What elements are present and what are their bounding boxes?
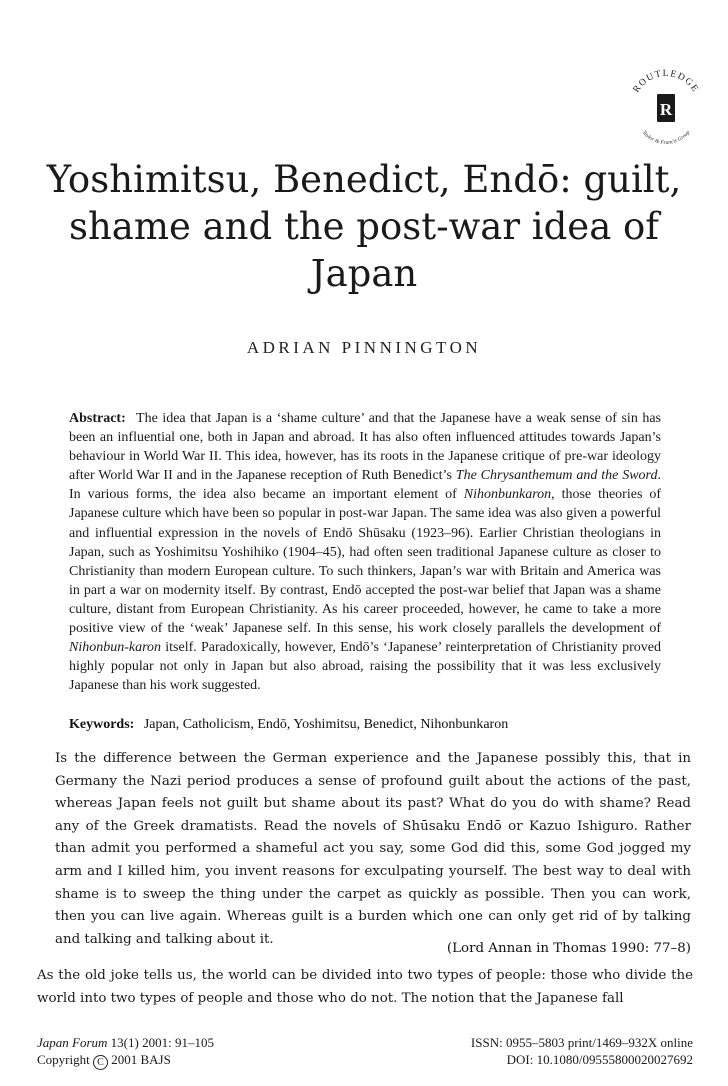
copyright-holder: 2001 BAJS	[111, 1052, 171, 1067]
article-author: ADRIAN PINNINGTON	[246, 338, 482, 357]
copyright-icon: C	[93, 1055, 108, 1070]
keywords-text: Japan, Catholicism, Endō, Yoshimitsu, Benedict, Nihonbunkaron	[143, 717, 509, 732]
abstract-text: itself. Paradoxically, however, Endō’s ‘Japanese’ reinterpretation of Christianity proved highly popular not only in Japan but also abroad, raising the possibility that it was less exclusively Japanese than his work suggested.	[69, 640, 661, 694]
epigraph-quote: Is the difference between the German experience and the Japanese possibly this, that in Germany the Nazi period produces a sense of profound guilt about the actions of the past, whereas Japan feels not guilt but shame about its past? What do you do with shame? Read any of the Greek dramatists. Read the novels of Shūsaku Endō or Kazuo Ishiguro. Rather than admit you performed a shameful act you say, some God did this, some God jogged my arm and I killed him, you invent reasons for exculpating yourself. The best way to deal with shame is to sweep the thing under the carpet as quickly as possible. Then you can work, then you can live again. Whereas guilt is a burden which one can only get rid of by talking and talking and talking about it.	[55, 751, 691, 947]
journal-issue: 13(1) 2001: 91–105	[110, 1035, 214, 1050]
epigraph-citation: (Lord Annan in Thomas 1990: 77–8)	[446, 941, 691, 956]
copyright-label: Copyright	[37, 1052, 90, 1067]
publisher-sub: Taylor & Francis Group	[640, 129, 692, 147]
issn: ISSN: 0955–5803 print/1469–932X online	[470, 1035, 693, 1050]
svg-text:ROUTLEDGE	[632, 69, 701, 95]
svg-text:Taylor & Francis Group	[641, 130, 692, 147]
keywords	[69, 715, 669, 734]
publisher-mark: R	[659, 100, 673, 119]
footer-identifiers	[471, 1034, 693, 1068]
article-title: Yoshimitsu, Benedict, Endō: guilt, shame and the post-war idea of Japan	[46, 158, 682, 295]
book-title: The Chrysanthemum and the Sword	[455, 468, 658, 484]
abstract	[69, 409, 661, 695]
term-nihonbunkaron: Nihonbunkaron	[463, 487, 552, 503]
routledge-logo	[620, 62, 712, 154]
routledge-logo-icon	[620, 62, 712, 154]
keywords-label: Keywords:	[69, 717, 135, 732]
abstract-text: . In various forms, the idea also became an important element of	[69, 468, 661, 503]
term-nihonbunkaron: Nihonbun-karon	[69, 640, 162, 656]
footer-journal-info	[37, 1034, 214, 1070]
abstract-text: The idea that Japan is a ‘shame culture’ and that the Japanese have a weak sense of sin has been an influential one, both in Japan and abroad. It has also often influenced attitudes towards Japan’s behaviour in World War II. This idea, however, has its roots in the Japanese critique of pre-war ideology after World War II and in the Japanese reception of Ruth Benedict’s	[69, 411, 661, 484]
doi: DOI: 10.1080/09555800020027692	[506, 1052, 693, 1067]
abstract-text: , those theories of Japanese culture which have been so popular in post-war Japan. The same idea was also given a powerful and influential expression in the novels of Endō Shūsaku (1923–96). Earlier Christian theologians in Japan, such as Yoshimitsu Yoshihiko (1904–45), had often seen traditional Japanese culture as closer to Christianity than modern European culture. To such thinkers, Japan’s war with Britain and America was in part a war on modernity itself. By contrast, Endō accepted the post-war belief that Japan was a shame culture, distant from European Christianity. As his career proceeded, however, he came to take a more positive view of the ‘weak’ Japanese self. In this sense, his work closely parallels the development of	[69, 487, 662, 637]
body-paragraph: As the old joke tells us, the world can be divided into two types of people: those who divide the world into two types of people and those who do not. The notion that the Japanese fall	[37, 968, 693, 1006]
publisher-name: ROUTLEDGE	[631, 68, 701, 95]
abstract-label: Abstract:	[69, 411, 126, 426]
journal-name: Japan Forum	[37, 1035, 108, 1050]
